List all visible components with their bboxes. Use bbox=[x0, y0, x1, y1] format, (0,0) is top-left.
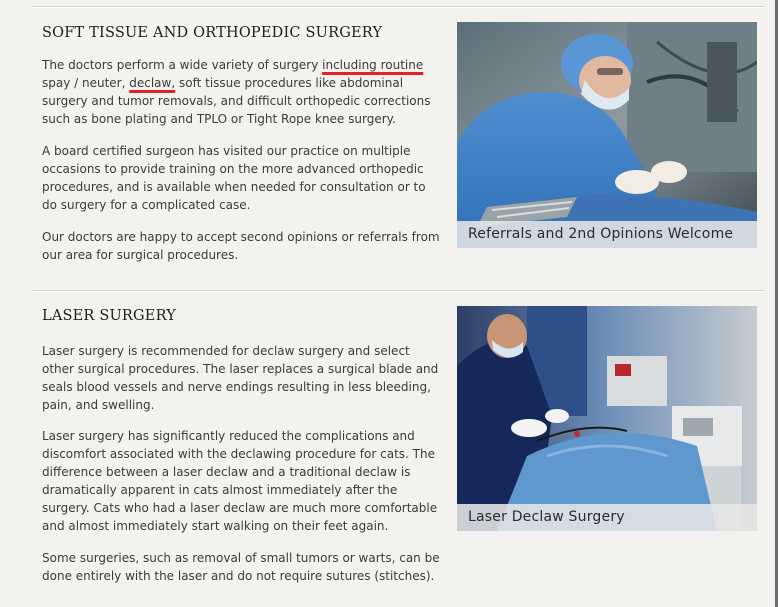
section-title-soft-tissue: SOFT TISSUE AND ORTHOPEDIC SURGERY bbox=[42, 25, 383, 41]
top-divider bbox=[33, 6, 765, 8]
laser-surgery-photo-image bbox=[457, 306, 757, 531]
laser-surgery-photo bbox=[457, 306, 757, 531]
underlined-phrase-including-routine: including routine bbox=[322, 58, 424, 72]
paragraph-text: spay / neuter, bbox=[42, 76, 130, 90]
surgeon-photo-image bbox=[457, 22, 757, 248]
underlined-phrase-declaw: declaw, bbox=[129, 76, 176, 90]
paragraph-text: The doctors perform a wide variety of surgery bbox=[42, 58, 323, 72]
paragraph-surgery-overview bbox=[42, 56, 442, 128]
surgeon-photo bbox=[457, 22, 757, 248]
paragraph-laser-intro: Laser surgery is recommended for declaw surgery and select other surgical procedures. The laser replaces a surgical blade and seals blood vessels and nerve endings resulting in less bleeding, pain, and swelling. bbox=[42, 344, 439, 412]
section-title-laser: LASER SURGERY bbox=[42, 308, 177, 324]
paragraph-laser-declaw: Laser surgery has significantly reduced the complications and discomfort associated with the declawing procedure for cats. The difference between a laser declaw and a traditional declaw is dramatically apparent in cats almost immediately after the surgery. Cats who had a laser declaw are much more comfortable and almost immediately start walking on their feet again. bbox=[42, 429, 438, 533]
photo-caption-referrals: Referrals and 2nd Opinions Welcome bbox=[457, 221, 757, 248]
paragraph-laser-small-tumors: Some surgeries, such as removal of small tumors or warts, can be done entirely with the laser and do not require sutures (stitches). bbox=[42, 551, 440, 583]
paragraph-second-opinions: Our doctors are happy to accept second opinions or referrals from our area for surgical procedures. bbox=[42, 230, 440, 262]
paragraph-board-certified: A board certified surgeon has visited our practice on multiple occasions to provide training on the more advanced orthopedic procedures, and is available when needed for consultation or to do surgery for a complicated case. bbox=[42, 144, 426, 212]
paragraph-text: soft tissue procedures like abdominal surgery and tumor removals, and difficult orthopedic corrections such as bone plating and TPLO or Tight Rope knee surgery. bbox=[42, 76, 431, 126]
section-divider bbox=[33, 290, 765, 292]
photo-caption-laser-declaw: Laser Declaw Surgery bbox=[457, 504, 757, 531]
